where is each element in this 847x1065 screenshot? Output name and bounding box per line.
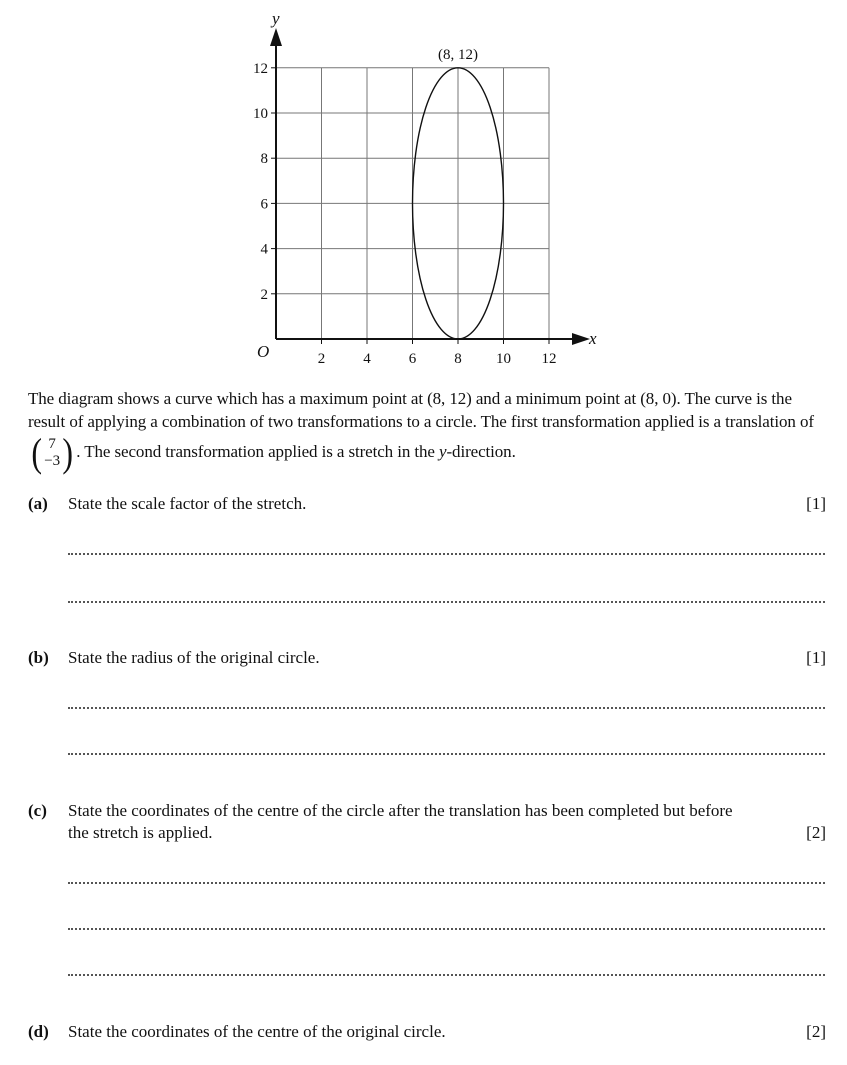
question-a-text: State the scale factor of the stretch. [68,494,307,513]
y-axis-arrow-icon [270,28,282,46]
question-c-marks: [2] [806,823,826,842]
question-d-marks: [2] [806,1022,826,1041]
answer-line-b2[interactable] [68,753,825,755]
answer-line-c1[interactable] [68,882,825,884]
answer-line-b1[interactable] [68,707,825,709]
answer-line-a2[interactable] [68,601,825,603]
x-tick-label: 10 [496,351,511,367]
answer-line-c2[interactable] [68,928,825,930]
x-tick-label: 12 [541,351,557,367]
vector-top: 7 [48,436,56,452]
question-c-text-line1: State the coordinates of the centre of the circle after the translation has been completed but before [68,801,733,820]
y-tick-label: 6 [260,196,268,213]
y-axis-label: y [272,9,280,28]
y-tick-label: 4 [260,241,268,258]
intro-y-italic: y [439,441,447,461]
answer-line-a1[interactable] [68,553,825,555]
answer-line-c3[interactable] [68,974,825,976]
y-tick-label: 12 [253,60,268,77]
right-paren-icon: ) [62,430,73,475]
question-d-text: State the coordinates of the centre of the original circle. [68,1022,446,1041]
question-b-text: State the radius of the original circle. [68,648,320,667]
question-b [28,647,826,669]
y-tick-label: 8 [260,151,268,168]
y-ticks [253,61,276,303]
left-paren-icon: ( [31,430,42,475]
axes [270,28,590,345]
intro-text-part1: The diagram shows a curve which has a maximum point at (8, 12) and a minimum point at (8, 0). The curve is the result of applying a combination of two transformations to a circle. The first transformation applied is a translation of [28,389,814,431]
intro-text-part3: -direction. [446,441,516,461]
question-c-label: (c) [28,801,47,820]
origin-label: O [257,342,270,361]
question-c-text-line2: the stretch is applied. [68,823,213,842]
maximum-point-label: (8, 12) [438,46,478,63]
graph [0,0,847,370]
x-ticks [318,339,557,367]
question-d [28,1021,826,1043]
intro-text-part2: . The second transformation applied is a stretch in the [76,441,440,461]
y-tick-label: 10 [253,106,268,122]
question-d-label: (d) [28,1022,49,1041]
x-tick-label: 4 [363,351,371,367]
x-axis-arrow-icon [572,333,590,345]
x-tick-label: 6 [408,351,417,367]
y-tick-label: 2 [260,286,268,303]
x-axis-label: x [589,329,597,348]
vector-bottom: −3 [44,453,60,469]
intro-paragraph [28,387,828,473]
question-b-marks: [1] [806,648,826,667]
x-tick-label: 8 [454,351,462,367]
x-tick-label: 2 [317,351,326,367]
question-b-label: (b) [28,648,49,667]
translation-vector [30,430,74,475]
question-a [28,493,826,515]
question-c [28,800,826,844]
question-a-label: (a) [28,494,48,513]
question-a-marks: [1] [806,494,826,513]
